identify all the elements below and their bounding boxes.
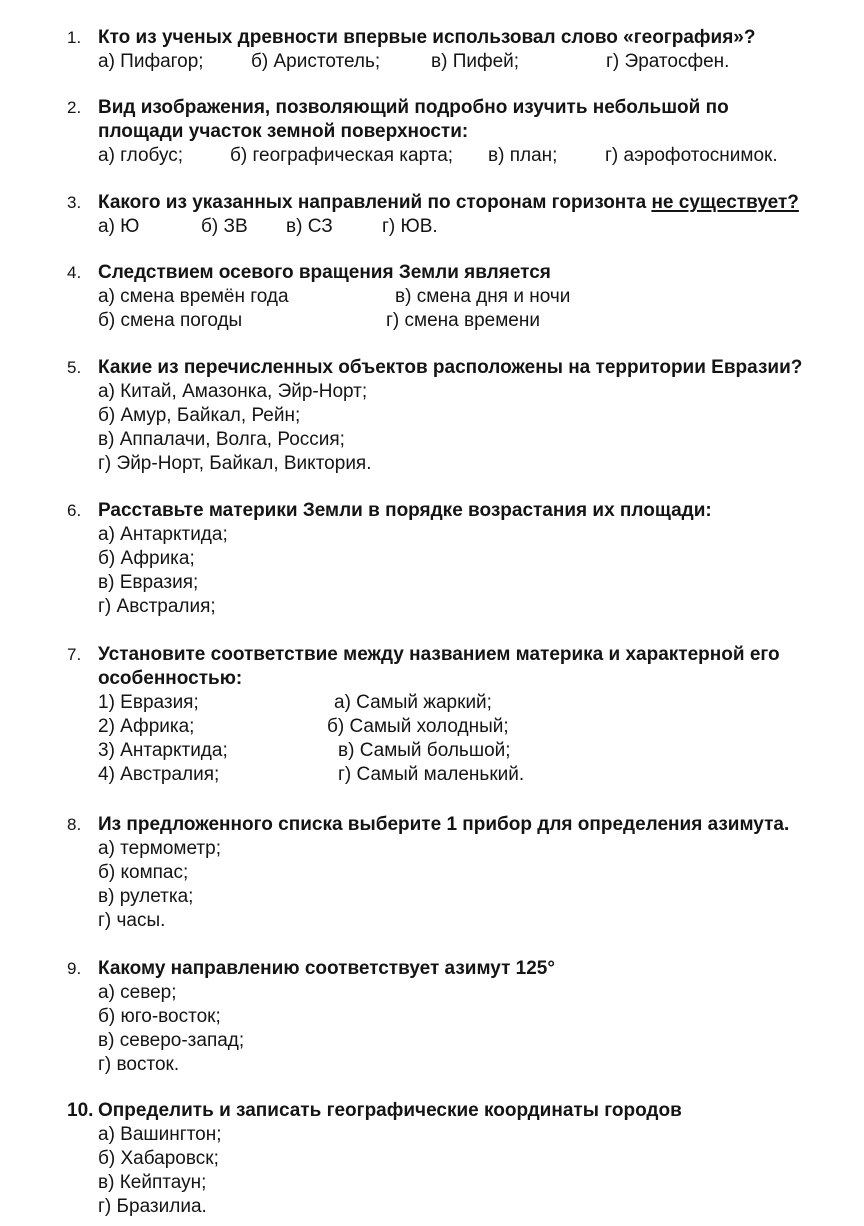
question-title: Кто из ученых древности впервые использовал слово «география»? — [98, 27, 756, 48]
question-number: 8. — [67, 815, 82, 834]
option-d: г) Бразилиа. — [98, 1196, 207, 1217]
question-number: 9. — [67, 959, 82, 978]
option-a: а) Ю — [98, 216, 140, 237]
question-title: Какому направлению соответствует азимут 125° — [98, 958, 555, 979]
option-b: б) Амур, Байкал, Рейн; — [98, 405, 301, 426]
option-d: г) ЮВ. — [382, 216, 438, 237]
option-b: б) Хабаровск; — [98, 1148, 219, 1169]
question-number: 1. — [67, 28, 82, 47]
option-b: б) компас; — [98, 862, 189, 883]
option-c: в) Пифей; — [431, 51, 520, 72]
question-number: 6. — [67, 501, 82, 520]
match-left-4: 4) Австралия; — [98, 764, 220, 785]
option-c: в) смена дня и ночи — [395, 286, 571, 307]
option-a: а) смена времён года — [98, 286, 289, 307]
match-left-1: 1) Евразия; — [98, 692, 199, 713]
question-number: 3. — [67, 193, 82, 212]
option-b: б) географическая карта; — [230, 145, 454, 166]
question-title-main: Какого из указанных направлений по сторонам горизонта — [98, 192, 652, 213]
option-c: в) Евразия; — [98, 572, 199, 593]
option-b: б) ЗВ — [201, 216, 248, 237]
question-number: 2. — [67, 98, 82, 117]
question-title-line-1: Установите соответствие между названием материка и характерной его — [98, 644, 780, 665]
match-left-3: 3) Антарктида; — [98, 740, 228, 761]
option-b: б) Африка; — [98, 548, 195, 569]
question-number: 10. — [67, 1100, 94, 1121]
option-d: г) Эратосфен. — [606, 51, 730, 72]
option-d: г) Австралия; — [98, 596, 216, 617]
option-c: в) СЗ — [286, 216, 333, 237]
question-title: Расставьте материки Земли в порядке возрастания их площади: — [98, 500, 712, 521]
option-d: г) смена времени — [386, 310, 540, 331]
option-a: а) глобус; — [98, 145, 184, 166]
match-right-b: б) Самый холодный; — [327, 716, 509, 737]
option-a: а) Пифагор; — [98, 51, 204, 72]
option-c: в) рулетка; — [98, 886, 194, 907]
match-right-d: г) Самый маленький. — [338, 764, 525, 785]
option-c: в) Аппалачи, Волга, Россия; — [98, 429, 345, 450]
option-a: а) Вашингтон; — [98, 1124, 222, 1145]
option-c: в) северо-запад; — [98, 1030, 245, 1051]
question-number: 7. — [67, 645, 82, 664]
option-b: б) юго-восток; — [98, 1006, 221, 1027]
match-left-2: 2) Африка; — [98, 716, 195, 737]
option-a: а) север; — [98, 982, 177, 1003]
option-d: г) аэрофотоснимок. — [605, 145, 778, 166]
option-d: г) восток. — [98, 1054, 180, 1075]
question-title: Какие из перечисленных объектов расположены на территории Евразии? — [98, 357, 803, 378]
question-number: 4. — [67, 263, 82, 282]
match-right-a: а) Самый жаркий; — [334, 692, 492, 713]
match-right-c: в) Самый большой; — [338, 740, 511, 761]
option-d: г) Эйр-Норт, Байкал, Виктория. — [98, 453, 372, 474]
question-title: Из предложенного списка выберите 1 прибор для определения азимута. — [98, 814, 790, 835]
option-b: б) смена погоды — [98, 310, 243, 331]
option-a: а) термометр; — [98, 838, 221, 859]
option-b: б) Аристотель; — [251, 51, 381, 72]
option-d: г) часы. — [98, 910, 166, 931]
question-title: Определить и записать географические координаты городов — [98, 1100, 682, 1121]
question-title-line-2: площади участок земной поверхности: — [98, 121, 469, 142]
question-number: 5. — [67, 358, 82, 377]
question-title-underlined: не существует? — [651, 192, 799, 213]
question-title: Следствием осевого вращения Земли является — [98, 262, 551, 283]
question-title-line-2: особенностью: — [98, 668, 243, 689]
question-title — [98, 191, 838, 215]
question-title-line-1: Вид изображения, позволяющий подробно изучить небольшой по — [98, 97, 729, 118]
option-a: а) Антарктида; — [98, 524, 228, 545]
option-a: а) Китай, Амазонка, Эйр-Норт; — [98, 381, 368, 402]
option-c: в) Кейптаун; — [98, 1172, 207, 1193]
option-c: в) план; — [488, 145, 558, 166]
